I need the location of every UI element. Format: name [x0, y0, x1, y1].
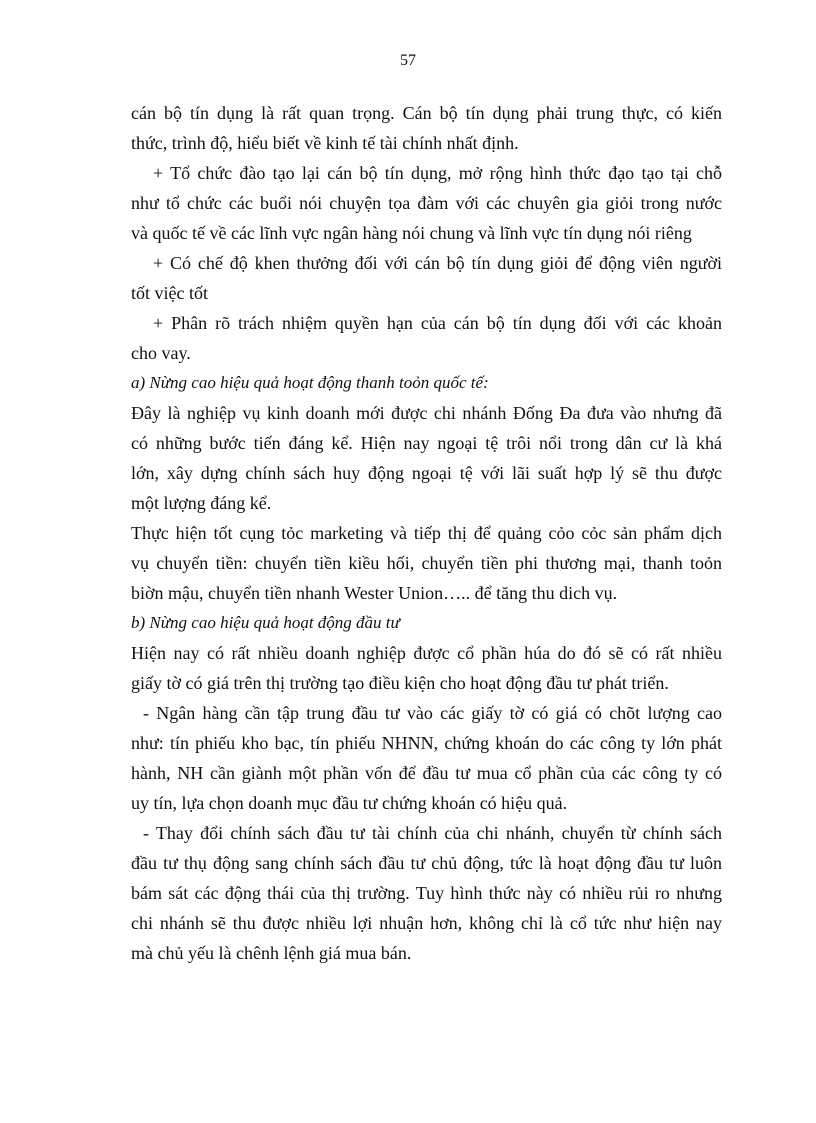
bullet-paragraph-reward: + Có chế độ khen thưởng đối với cán bộ tín dụng giỏi để động viên người — [153, 253, 722, 273]
paragraph-foreign-currency: một lượng đáng kể. — [131, 493, 272, 513]
paragraph-marketing: vụ chuyển tiền: chuyển tiền kiều hối, chuyển tiền phi thương mại, thanh toỏn — [131, 553, 722, 573]
document-body — [131, 98, 722, 968]
dash-paragraph-policy: - Thay đổi chính sách đầu tư tài chính của chi nhánh, chuyển từ chính sách — [143, 823, 722, 843]
section-heading-b: b) Nừng cao hiệu quả hoạt động đầu tư — [131, 613, 400, 632]
paragraph-equitization: giấy tờ có giá trên thị trường tạo điều kiện cho hoạt động đầu tư phát triển. — [131, 673, 669, 693]
dash-paragraph-investment: uy tín, lựa chọn doanh mục đầu tư chứng khoán có hiệu quả. — [131, 793, 568, 813]
bullet-paragraph-training: + Tổ chức đào tạo lại cán bộ tín dụng, mở rộng hình thức đạo tạo tại chỗ — [153, 163, 722, 183]
paragraph-continuation: cán bộ tín dụng là rất quan trọng. Cán bộ tín dụng phải trung thực, có kiến — [131, 103, 722, 123]
paragraph-equitization: Hiện nay có rất nhiều doanh nghiệp được cổ phần húa do đó sẽ có rất nhiều — [131, 643, 722, 663]
paragraph-foreign-currency: Đây là nghiệp vụ kinh doanh mới được chi nhánh Đống Đa đưa vào nhưng đã — [131, 403, 722, 423]
paragraph-continuation: thức, trình độ, hiểu biết về kinh tế tài chính nhất định. — [131, 133, 519, 153]
bullet-paragraph-responsibility: cho vay. — [131, 343, 191, 363]
bullet-paragraph-training: như tổ chức các buổi nói chuyện tọa đàm với các chuyên gia giỏi trong nước — [131, 193, 722, 213]
dash-paragraph-policy: bám sát các động thái của thị trường. Tuy hình thức này có nhiều rủi ro nhưng — [131, 883, 722, 903]
dash-paragraph-policy: đầu tư thụ động sang chính sách đầu tư chủ động, tức là hoạt động đầu tư luôn — [131, 853, 722, 873]
paragraph-foreign-currency: lớn, xây dựng chính sách huy động ngoại tệ với lãi suất hợp lý sẽ thu được — [131, 463, 722, 483]
dash-paragraph-investment: - Ngân hàng cần tập trung đầu tư vào các giấy tờ có giá có chõt lượng cao — [143, 703, 722, 723]
paragraph-marketing: Thực hiện tốt cụng tỏc marketing và tiếp thị để quảng cỏo cỏc sản phẩm dịch — [131, 523, 722, 543]
dash-paragraph-policy: mà chủ yếu là chênh lệnh giá mua bán. — [131, 943, 412, 963]
dash-paragraph-investment: như: tín phiếu kho bạc, tín phiếu NHNN, chứng khoán do các công ty lớn phát — [131, 733, 722, 753]
paragraph-marketing: biờn mậu, chuyển tiền nhanh Wester Union….. để tăng thu dich vụ. — [131, 583, 618, 603]
bullet-paragraph-responsibility: + Phân rõ trách nhiệm quyền hạn của cán bộ tín dụng đối với các khoản — [153, 313, 722, 333]
bullet-paragraph-reward: tốt việc tốt — [131, 283, 208, 303]
dash-paragraph-investment: hành, NH cần giành một phần vốn để đầu tư mua cổ phần của các công ty có — [131, 763, 722, 783]
page-number: 57 — [400, 52, 416, 69]
section-heading-a: a) Nừng cao hiệu quả hoạt động thanh toỏn quốc tế: — [131, 373, 489, 392]
paragraph-foreign-currency: có những bước tiến đáng kể. Hiện nay ngoại tệ trôi nổi trong dân cư là khá — [131, 433, 722, 453]
bullet-paragraph-training: và quốc tế về các lĩnh vực ngân hàng nói chung và lĩnh vực tín dụng nói riêng — [131, 223, 692, 243]
dash-paragraph-policy: chi nhánh sẽ thu được nhiều lợi nhuận hơn, không chỉ là cổ tức như hiện nay — [131, 913, 722, 933]
